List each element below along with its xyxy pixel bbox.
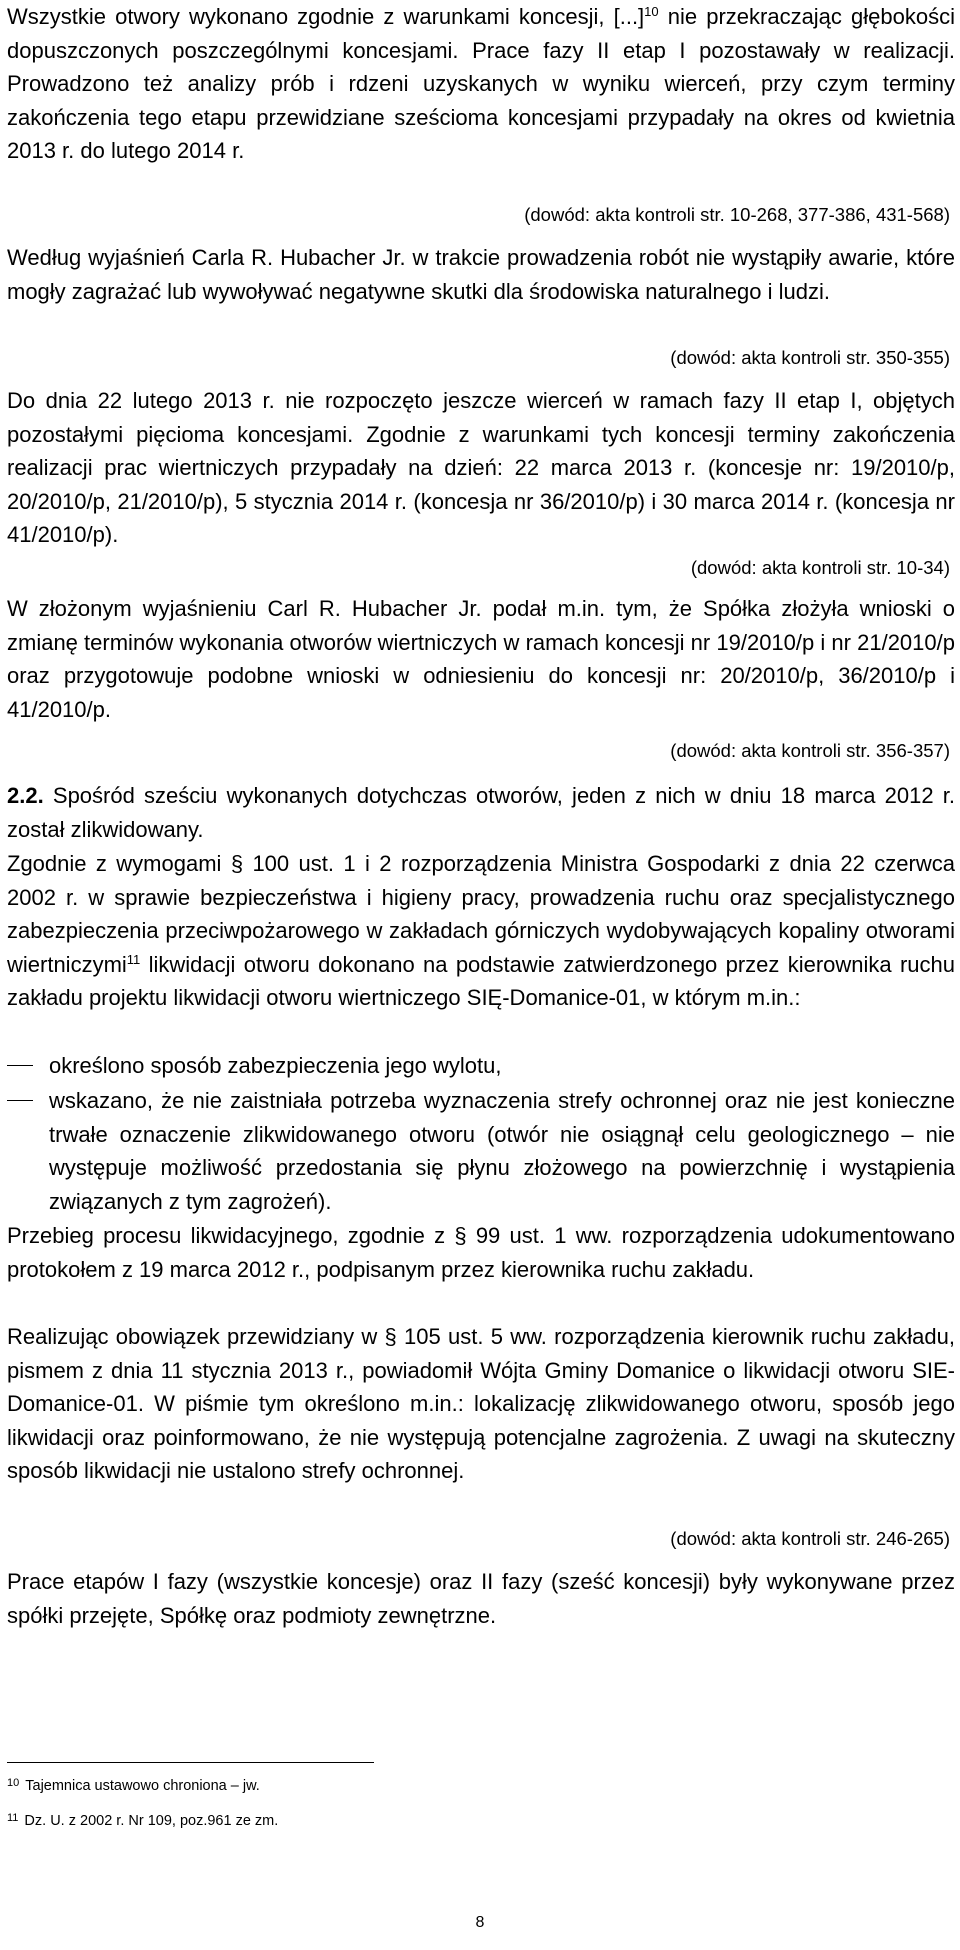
footnote-number: 10 [7,1777,20,1789]
footnote-text: Tajemnica ustawowo chroniona – jw. [25,1778,260,1794]
section-number: 2.2. [7,783,44,808]
paragraph-section-2-2 [7,779,955,846]
footnote-ref-10: 10 [644,4,659,19]
page-number: 8 [475,1914,485,1931]
list-item [7,1049,955,1083]
evidence-citation: (dowód: akta kontroli str. 10-268, 377-386, 431-568) [524,204,950,225]
evidence-citation: (dowód: akta kontroli str. 350-355) [670,347,950,368]
paragraph-liquidation-process: Przebieg procesu likwidacyjnego, zgodnie z § 99 ust. 1 ww. rozporządzenia udokumentowano protokołem z 19 marca 2012 r., podpisanym przez kierownika ruchu zakładu. [7,1223,955,1282]
list-item-text: wskazano, że nie zaistniała potrzeba wyznaczenia strefy ochronnej oraz nie jest konieczne trwałe oznaczenie zlikwidowanego otworu (otwór nie osiągnął celu geologicznego – nie występuje możliwość przedostania się płynu złożowego na powierzchnię i wystąpienia związanych z tym zagrożeń). [49,1088,955,1214]
footnote-number: 11 [7,1812,19,1824]
footnote-ref-11: 11 [126,951,141,967]
paragraph-no-failures: Według wyjaśnień Carla R. Hubacher Jr. w trakcie prowadzenia robót nie wystąpiły awarie, które mogły zagrażać lub wywoływać negatywne skutki dla środowiska naturalnego i ludzi. [7,245,955,304]
paragraph-text: Wszystkie otwory wykonano zgodnie z warunkami koncesji, [...] [7,4,645,29]
paragraph-text: Zgodnie z wymogami § 100 ust. 1 i 2 rozporządzenia Ministra Gospodarki z dnia 22 czerwca 2002 r. w sprawie bezpieczeństwa i higieny pracy, prowadzenia ruchu oraz specjalistycznego zabezpieczenia przeciwpożarowego w zakładach górniczych wydobywających kopaliny otworami wiertniczymi [7,851,955,977]
evidence-citation: (dowód: akta kontroli str. 10-34) [690,557,950,578]
paragraph-explanation: W złożonym wyjaśnieniu Carl R. Hubacher Jr. podał m.in. tym, że Spółka złożyła wnioski o zmianę terminów wykonania otworów wiertniczych w ramach koncesji nr 19/2010/p i nr 21/2010/p oraz przygotowuje podobne wnioski w odniesieniu do koncesji nr: 20/2010/p, 36/2010/p i 41/2010/p. [7,596,955,722]
footnote-text: Dz. U. z 2002 r. Nr 109, poz.961 ze zm. [24,1813,279,1829]
dash-bullet-icon [7,1100,33,1101]
paragraph-text: likwidacji otworu dokonano na podstawie zatwierdzonego przez kierownika ruchu zakładu projektu likwidacji otworu wiertniczego SIĘ-Domanice-01, w którym m.in.: [7,951,955,1010]
paragraph-deadlines: Do dnia 22 lutego 2013 r. nie rozpoczęto jeszcze wierceń w ramach fazy II etap I, objętych pozostałymi pięcioma koncesjami. Zgodnie z warunkami tych koncesji terminy zakończenia realizacji prac wiertniczych przypadały na dzień: 22 marca 2013 r. (koncesje nr: 19/2010/p, 20/2010/p, 21/2010/p), 5 stycznia 2014 r. (koncesja nr 36/2010/p) i 30 marca 2014 r. (koncesja nr 41/2010/p). [7,388,955,547]
paragraph-contractors: Prace etapów I fazy (wszystkie koncesje) oraz II fazy (sześć koncesji) były wykonywane przez spółki przejęte, Spółkę oraz podmioty zewnętrzne. [7,1569,955,1628]
footnote-11 [7,1809,278,1830]
list-item [7,1084,955,1218]
footnote-10 [7,1774,260,1795]
paragraph-text: Spośród sześciu wykonanych dotychczas otworów, jeden z nich w dniu 18 marca 2012 r. został zlikwidowany. [7,783,955,842]
evidence-citation: (dowód: akta kontroli str. 356-357) [670,740,950,761]
evidence-citation: (dowód: akta kontroli str. 246-265) [670,1528,950,1549]
paragraph-drilling-status [7,0,955,168]
paragraph-text: nie przekraczając głębokości dopuszczonych poszczególnymi koncesjami. Prace fazy II etap I pozostawały w realizacji. Prowadzono też analizy prób i rdzeni uzyskanych w wyniku wierceń, przy czym terminy zakończenia tego etapu przewidziane sześcioma koncesjami przypadały na okres od kwietnia 2013 r. do lutego 2014 r. [7,4,955,163]
paragraph-notification: Realizując obowiązek przewidziany w § 105 ust. 5 ww. rozporządzenia kierownik ruchu zakładu, pismem z dnia 11 stycznia 2013 r., powiadomił Wójta Gminy Domanice o likwidacji otworu SIE-Domanice-01. W piśmie tym określono m.in.: lokalizację zlikwidowanego otworu, sposób jego likwidacji oraz poinformowano, że nie występują potencjalne zagrożenia. Z uwagi na skuteczny sposób likwidacji nie ustalono strefy ochronnej. [7,1324,955,1483]
dash-bullet-icon [7,1065,33,1066]
list-item-text: określono sposób zabezpieczenia jego wylotu, [49,1053,502,1078]
paragraph-regulation [7,847,955,1015]
footnote-separator [7,1762,374,1763]
